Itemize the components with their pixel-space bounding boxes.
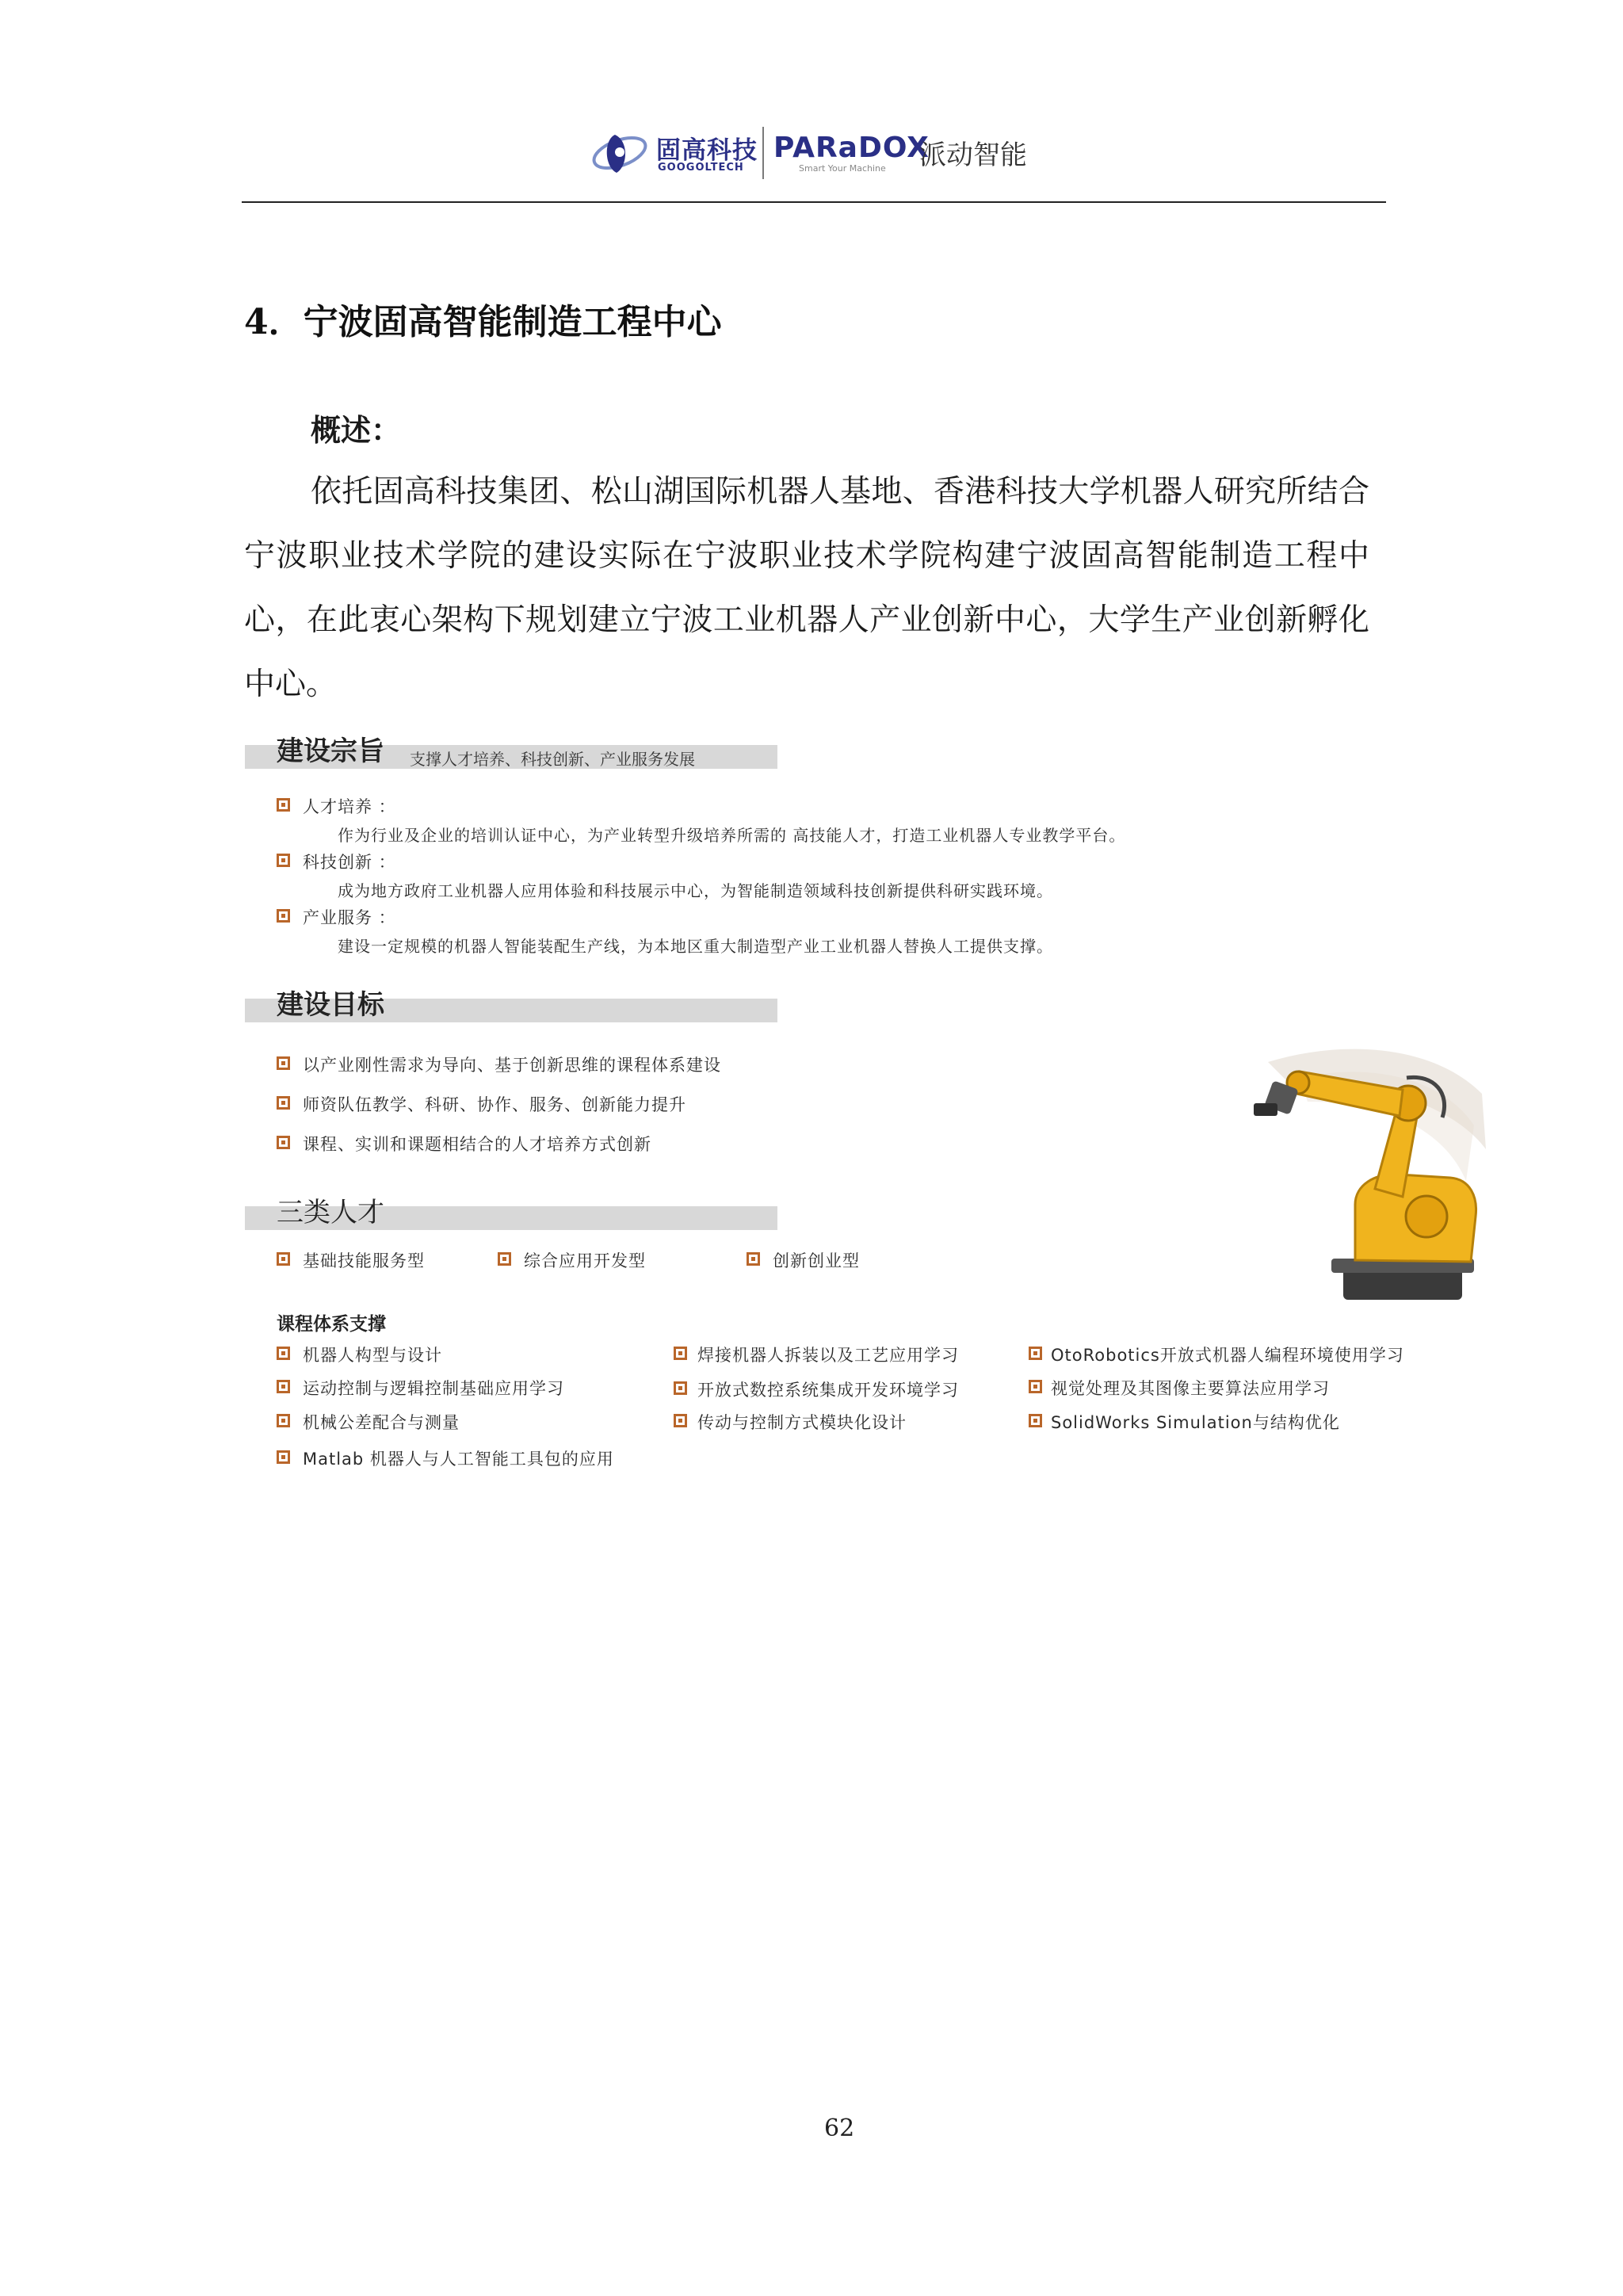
talent-item: 基础技能服务型 [303,1251,425,1270]
course-item: 开放式数控系统集成开发环境学习 [697,1381,959,1400]
goal-item: 以产业刚性需求为导向、基于创新思维的课程体系建设 [303,1056,721,1075]
bullet-icon [277,854,290,867]
bullet-icon [1029,1347,1042,1360]
bullet-icon [277,1252,290,1266]
purpose-item-label: 科技创新 ： [303,853,396,872]
course-item: SolidWorks Simulation与结构优化 [1051,1413,1340,1432]
bullet-icon [674,1414,687,1427]
courses-title: 课程体系支撑 [277,1313,386,1335]
talent-item: 创新创业型 [773,1251,860,1270]
purpose-subtitle: 支撑人才培养、科技创新、产业服务发展 [410,750,695,769]
goal-item: 课程、实训和课题相结合的人才培养方式创新 [303,1135,651,1154]
bullet-icon [498,1252,511,1266]
bullet-icon [277,1056,290,1070]
purpose-title: 建设宗旨 [277,735,384,767]
section-title: 4．宁波固高智能制造工程中心 [244,302,722,342]
purpose-item-desc: 作为行业及企业的培训认证中心，为产业转型升级培养所需的 高技能人才，打造工业机器人专业教学平台。 [338,826,1126,845]
course-item: 视觉处理及其图像主要算法应用学习 [1051,1379,1330,1398]
bullet-icon [674,1347,687,1360]
paradox-slogan: Smart Your Machine [799,163,886,174]
page-number: 62 [824,2115,855,2142]
bullet-icon [1029,1414,1042,1427]
course-item: 机械公差配合与测量 [303,1413,460,1432]
overview-label: 概述： [311,412,402,448]
course-item: OtoRobotics开放式机器人编程环境使用学习 [1051,1346,1404,1365]
course-item: 机器人构型与设计 [303,1346,442,1365]
bullet-icon [277,1414,290,1427]
talents-title: 三类人才 [277,1197,384,1228]
paradox-chinese-name: 派动智能 [919,139,1027,171]
goal-item: 师资队伍教学、科研、协作、服务、创新能力提升 [303,1095,686,1114]
bullet-icon [277,1380,290,1393]
bullet-icon [747,1252,760,1266]
bullet-icon [277,798,290,812]
course-item: 传动与控制方式模块化设计 [697,1413,907,1432]
header-rule [242,201,1386,203]
overview-paragraph: 依托固高科技集团、松山湖国际机器人基地、香港科技大学机器人研究所结合宁波职业技术学院的建设实际在宁波职业技术学院构建宁波固高智能制造工程中心，在此衷心架构下规划建立宁波工业机器人产业创新中心，大学生产业创新孵化中心。 [244,474,1369,702]
page-header [0,0,1623,206]
talent-item: 综合应用开发型 [524,1251,646,1270]
bullet-icon [1029,1380,1042,1393]
bullet-icon [674,1381,687,1395]
industrial-robot-illustration [1212,1030,1498,1316]
course-item: Matlab 机器人与人工智能工具包的应用 [303,1450,614,1469]
bullet-icon [277,1096,290,1110]
goals-title: 建设目标 [277,989,384,1021]
purpose-item-label: 人才培养 ： [303,797,396,816]
purpose-item-label: 产业服务 ： [303,908,396,927]
logo-english-name: GOOGOLTECH [658,162,744,174]
bullet-icon [277,1136,290,1149]
purpose-item-desc: 建设一定规模的机器人智能装配生产线，为本地区重大制造型产业工业机器人替换人工提供支撑。 [338,937,1053,956]
logo-chinese-name: 固高科技 [656,136,758,165]
googoltech-logo-icon [588,127,648,179]
logo-divider [762,127,764,179]
bullet-icon [277,1347,290,1360]
course-item: 运动控制与逻辑控制基础应用学习 [303,1379,564,1398]
bullet-icon [277,909,290,923]
bullet-icon [277,1450,290,1464]
course-item: 焊接机器人拆装以及工艺应用学习 [697,1346,959,1365]
paradox-logo-text: PARaDOX [773,132,930,164]
purpose-item-desc: 成为地方政府工业机器人应用体验和科技展示中心，为智能制造领域科技创新提供科研实践环境。 [338,881,1053,900]
